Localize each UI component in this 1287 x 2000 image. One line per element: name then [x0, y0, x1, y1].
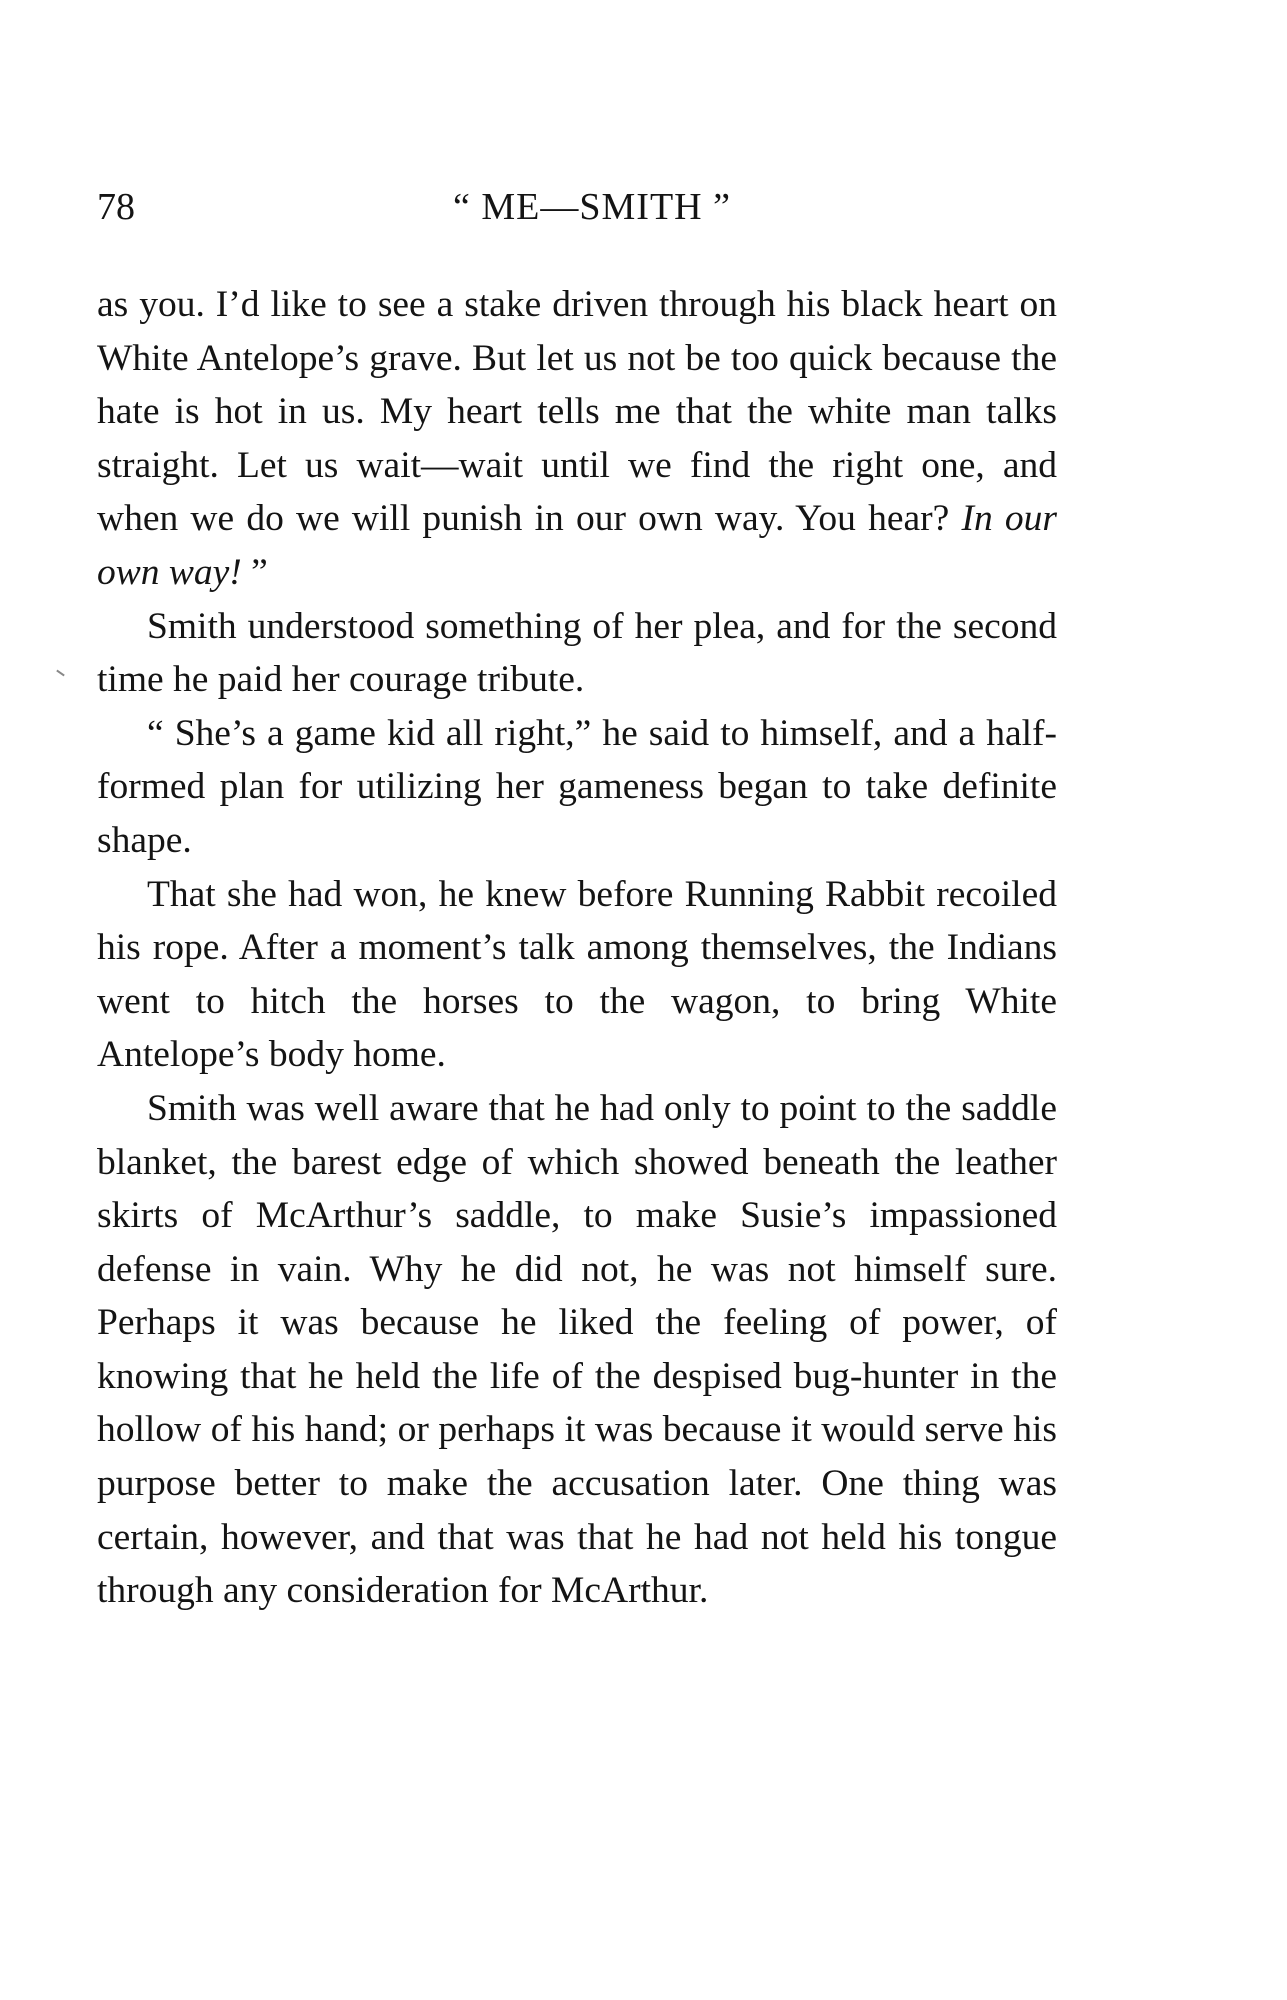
page-header	[97, 182, 1057, 232]
paragraph: “ She’s a game kid all right,” he said to himself, and a half-formed plan for utilizing her gameness began to take definite shape.	[97, 712, 1057, 861]
italic-phrase: In our own way!	[97, 498, 1057, 593]
page-number: 78	[97, 186, 135, 228]
running-title: “ ME—SMITH ”	[453, 186, 731, 228]
paragraph-continued	[97, 278, 1057, 600]
closing-quote: ”	[241, 551, 268, 593]
paragraph: Smith was well aware that he had only to point to the saddle blanket, the barest edge of which showed beneath the leather skirts of McArthur’s saddle, to make Susie’s impassioned defense in vain. Why he did not, he was not himself sure. Perhaps it was because he liked the feeling of power, of knowing that he held the life of the despised bug-hunter in the hollow of his hand; or perhaps it was because it would serve his purpose better to make the accusation later. One thing was certain, however, and that was that he had not held his tongue through any consideration for McArthur.	[97, 1087, 1057, 1612]
paragraph-text: as you. I’d like to see a stake driven through his black heart on White Antelope’s grave. But let us not be too quick because the hate is hot in us. My heart tells me that the white man talks straight. Let us wait—wait until we find the right one, and when we do we will punish in our own way. You hear?	[97, 284, 1057, 540]
paragraph: Smith understood something of her plea, and for the second time he paid her courage tribute.	[97, 605, 1057, 701]
paragraph: That she had won, he knew before Running Rabbit recoiled his rope. After a moment’s talk among themselves, the Indians went to hitch the horses to the wagon, to bring White Antelope’s body home.	[97, 873, 1057, 1076]
scan-speck	[56, 670, 65, 677]
body-text	[97, 278, 1057, 1618]
